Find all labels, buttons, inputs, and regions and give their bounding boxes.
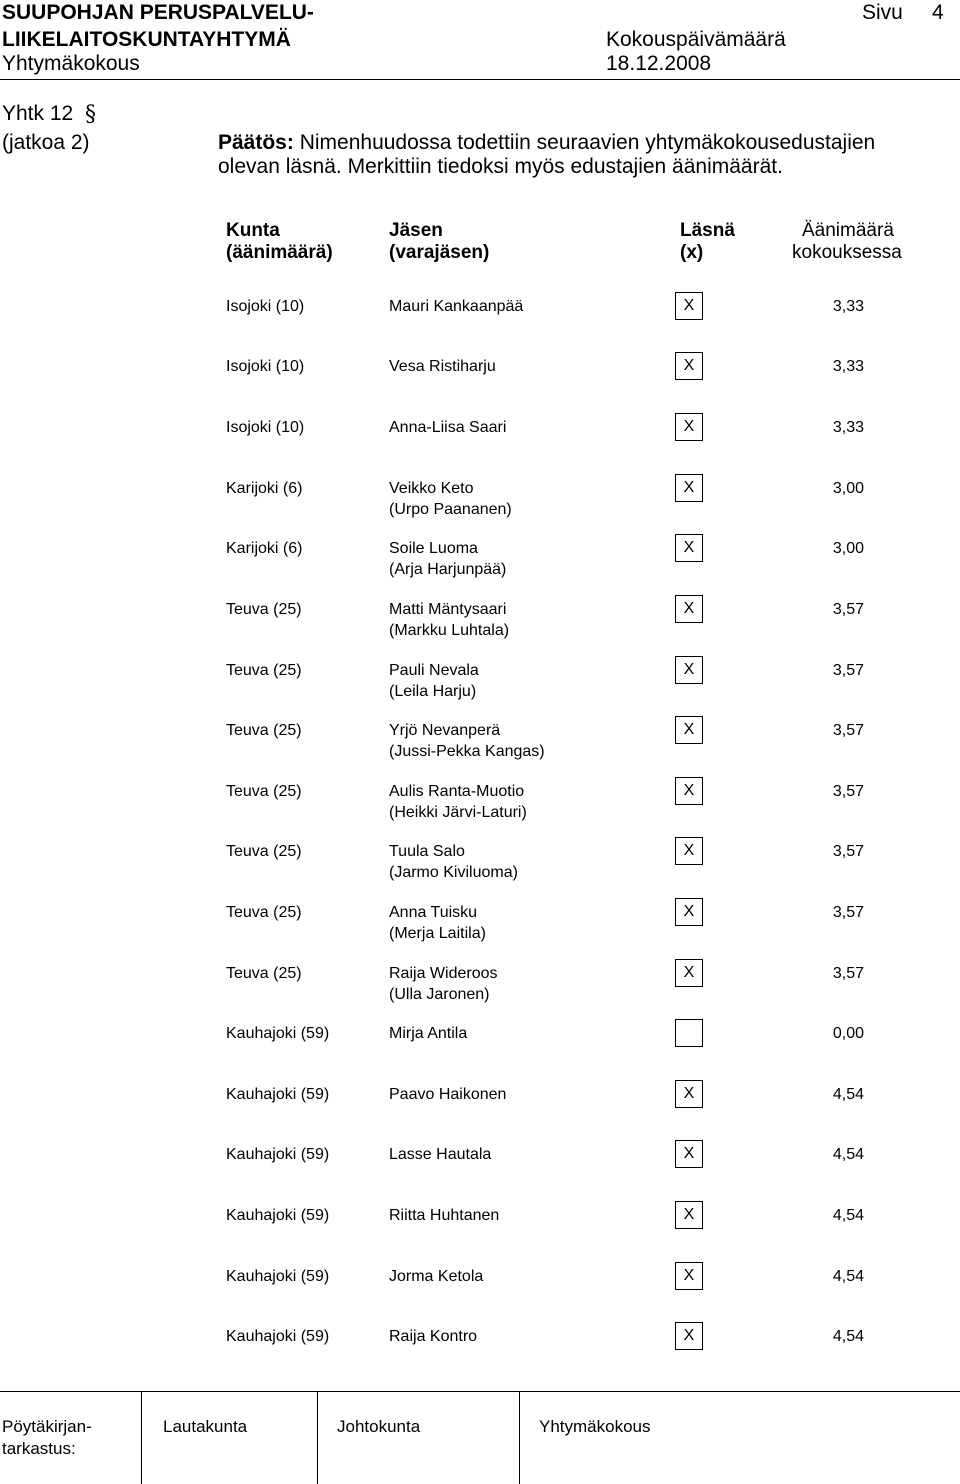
kunta-cell: Kauhajoki (59): [226, 1146, 330, 1163]
votes-cell: 3,33: [832, 298, 864, 315]
kunta-cell: Kauhajoki (59): [226, 1328, 330, 1345]
decision-paragraph: [218, 131, 875, 155]
kunta-cell: Karijoki (6): [226, 540, 303, 557]
presence-checkbox: X: [675, 413, 703, 441]
col-header-jasen: Jäsen: [389, 220, 443, 241]
footer-check-label-line2: tarkastus:: [2, 1439, 76, 1458]
decision-text-line1: Nimenhuudossa todettiin seuraavien yhtymäkokousedustajien: [299, 131, 876, 154]
member-name: Riitta Huhtanen: [389, 1207, 500, 1224]
member-name: Aulis Ranta-Muotio: [389, 783, 525, 800]
presence-checkbox: X: [675, 1322, 703, 1350]
votes-cell: 4,54: [832, 1146, 864, 1163]
votes-cell: 3,33: [832, 358, 864, 375]
decision-text-line2: olevan läsnä. Merkittiin tiedoksi myös edustajien äänimäärät.: [218, 155, 783, 178]
presence-checkbox: X: [675, 1140, 703, 1168]
presence-checkbox: X: [675, 959, 703, 987]
votes-cell: 3,57: [832, 601, 864, 618]
kunta-cell: Kauhajoki (59): [226, 1268, 330, 1285]
kunta-cell: Teuva (25): [226, 965, 302, 982]
deputy-name: (Jussi-Pekka Kangas): [389, 743, 545, 760]
presence-checkbox: [675, 1019, 703, 1047]
votes-cell: 3,57: [832, 965, 864, 982]
votes-cell: 3,57: [832, 783, 864, 800]
votes-cell: 0,00: [832, 1025, 864, 1042]
presence-checkbox: X: [675, 352, 703, 380]
col-header-lasna: Läsnä: [680, 220, 735, 241]
kunta-cell: Teuva (25): [226, 722, 302, 739]
member-name: Anna Tuisku: [389, 904, 478, 921]
date-label: Kokouspäivämäärä: [606, 28, 786, 51]
kunta-cell: Isojoki (10): [226, 298, 305, 315]
footer-check-label-line1: Pöytäkirjan-: [2, 1417, 92, 1436]
kunta-cell: Teuva (25): [226, 904, 302, 921]
presence-checkbox: X: [675, 1080, 703, 1108]
member-name: Anna-Liisa Saari: [389, 419, 507, 436]
presence-checkbox: X: [675, 837, 703, 865]
kunta-cell: Teuva (25): [226, 601, 302, 618]
kunta-cell: Teuva (25): [226, 783, 302, 800]
presence-checkbox: X: [675, 534, 703, 562]
deputy-name: (Heikki Järvi-Laturi): [389, 804, 527, 821]
kunta-cell: Kauhajoki (59): [226, 1025, 330, 1042]
org-name-line1: SUUPOHJAN PERUSPALVELU-: [2, 1, 314, 24]
col-header-jasen-sub: (varajäsen): [389, 242, 490, 263]
presence-checkbox: X: [675, 292, 703, 320]
deputy-name: (Arja Harjunpää): [389, 561, 507, 578]
deputy-name: (Ulla Jaronen): [389, 986, 490, 1003]
votes-cell: 3,00: [832, 480, 864, 497]
kunta-cell: Kauhajoki (59): [226, 1086, 330, 1103]
member-name: Vesa Ristiharju: [389, 358, 496, 375]
member-name: Raija Kontro: [389, 1328, 478, 1345]
page-label: Sivu: [862, 1, 903, 24]
votes-cell: 3,57: [832, 662, 864, 679]
votes-cell: 4,54: [832, 1086, 864, 1103]
member-name: Mauri Kankaanpää: [389, 298, 524, 315]
col-header-aanimaara-sub: kokouksessa: [792, 242, 902, 263]
member-name: Paavo Haikonen: [389, 1086, 507, 1103]
votes-cell: 3,57: [832, 722, 864, 739]
member-name: Veikko Keto: [389, 480, 474, 497]
votes-cell: 3,33: [832, 419, 864, 436]
deputy-name: (Markku Luhtala): [389, 622, 510, 639]
decision-label: Päätös:: [218, 131, 294, 154]
footer-yhtymakokous: Yhtymäkokous: [539, 1417, 651, 1436]
section-continuation: (jatkoa 2): [2, 131, 90, 154]
footer-johtokunta: Johtokunta: [337, 1417, 421, 1436]
member-name: Pauli Nevala: [389, 662, 479, 679]
header-divider: [0, 79, 960, 80]
presence-checkbox: X: [675, 1262, 703, 1290]
section-label: Yhtk 12: [2, 102, 74, 125]
votes-cell: 4,54: [832, 1268, 864, 1285]
votes-cell: 3,57: [832, 843, 864, 860]
page-number: 4: [932, 1, 944, 24]
presence-checkbox: X: [675, 656, 703, 684]
presence-checkbox: X: [675, 716, 703, 744]
col-header-kunta: Kunta: [226, 220, 280, 241]
kunta-cell: Karijoki (6): [226, 480, 303, 497]
member-name: Raija Wideroos: [389, 965, 498, 982]
col-header-kunta-sub: (äänimäärä): [226, 242, 333, 263]
presence-checkbox: X: [675, 777, 703, 805]
deputy-name: (Urpo Paananen): [389, 501, 512, 518]
deputy-name: (Jarmo Kiviluoma): [389, 864, 518, 881]
footer-divider: [0, 1391, 960, 1392]
section-mark-icon: [84, 100, 98, 126]
svg-text:§: §: [85, 102, 96, 126]
meeting-body: Yhtymäkokous: [2, 52, 140, 75]
presence-checkbox: X: [675, 898, 703, 926]
kunta-cell: Teuva (25): [226, 662, 302, 679]
member-name: Lasse Hautala: [389, 1146, 492, 1163]
member-name: Jorma Ketola: [389, 1268, 484, 1285]
footer-rule-1: [141, 1391, 142, 1484]
kunta-cell: Isojoki (10): [226, 419, 305, 436]
member-name: Mirja Antila: [389, 1025, 468, 1042]
member-name: Soile Luoma: [389, 540, 478, 557]
presence-checkbox: X: [675, 1201, 703, 1229]
member-name: Matti Mäntysaari: [389, 601, 507, 618]
votes-cell: 4,54: [832, 1207, 864, 1224]
presence-checkbox: X: [675, 474, 703, 502]
col-header-aanimaara: Äänimäärä: [802, 220, 894, 241]
votes-cell: 4,54: [832, 1328, 864, 1345]
presence-checkbox: X: [675, 595, 703, 623]
org-name-line2: LIIKELAITOSKUNTAYHTYMÄ: [2, 28, 291, 51]
col-header-lasna-sub: (x): [680, 242, 704, 263]
kunta-cell: Kauhajoki (59): [226, 1207, 330, 1224]
votes-cell: 3,57: [832, 904, 864, 921]
kunta-cell: Teuva (25): [226, 843, 302, 860]
deputy-name: (Leila Harju): [389, 683, 477, 700]
member-name: Yrjö Nevanperä: [389, 722, 501, 739]
kunta-cell: Isojoki (10): [226, 358, 305, 375]
votes-cell: 3,00: [832, 540, 864, 557]
footer-rule-2: [317, 1391, 318, 1484]
footer-lautakunta: Lautakunta: [163, 1417, 248, 1436]
footer-rule-3: [519, 1391, 520, 1484]
deputy-name: (Merja Laitila): [389, 925, 486, 942]
meeting-date: 18.12.2008: [606, 52, 712, 75]
member-name: Tuula Salo: [389, 843, 465, 860]
